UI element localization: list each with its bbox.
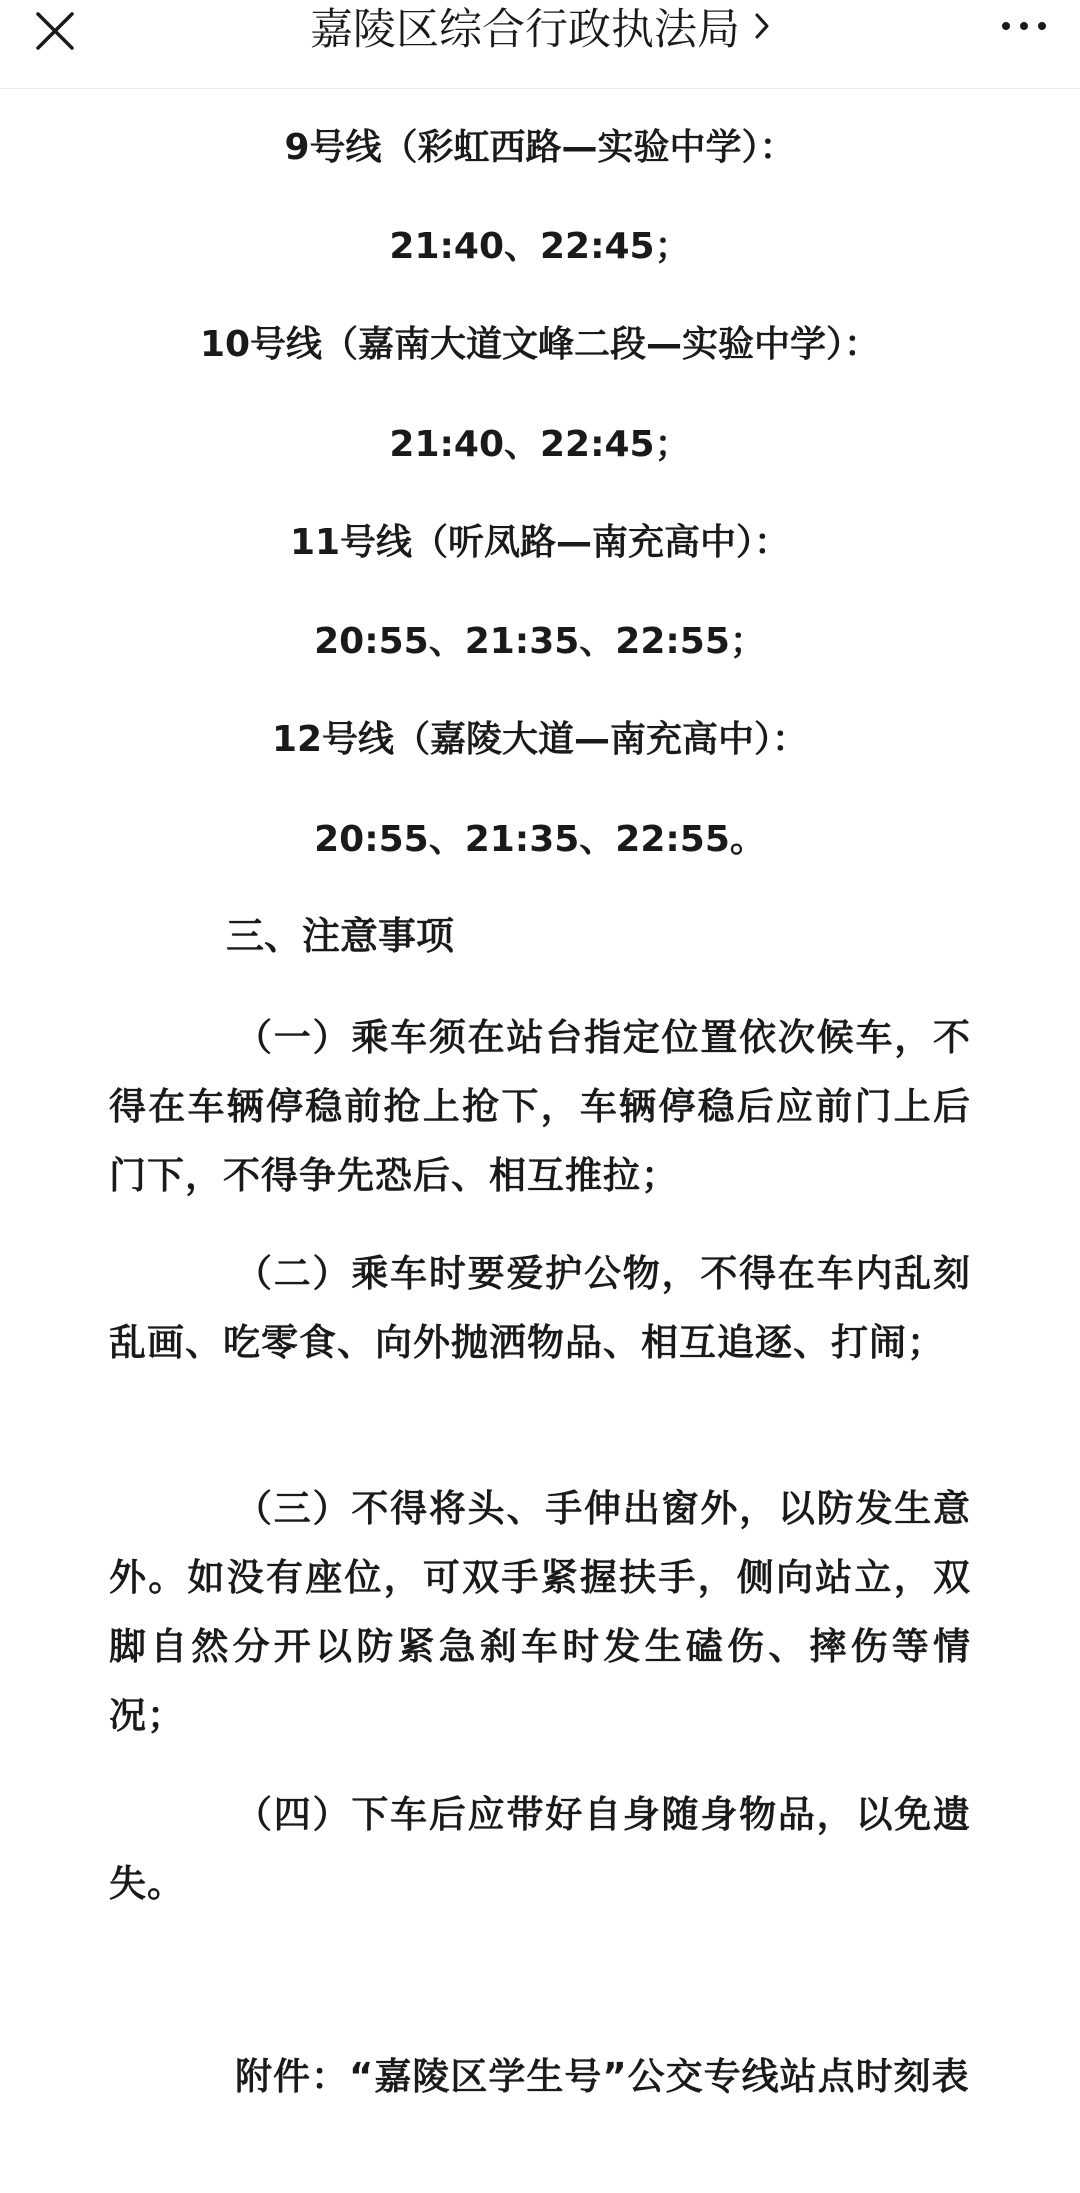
close-icon bbox=[35, 11, 75, 51]
note-paragraph-1: （一）乘车须在站台指定位置依次候车，不得在车辆停稳前抢上抢下，车辆停稳后应前门上后门下，不得争先恐后、相互推拉； bbox=[109, 1016, 971, 1197]
page-title: 嘉陵区综合行政执法局 bbox=[310, 4, 740, 55]
attachment-line: 附件：“嘉陵区学生号”公交专线站点时刻表 bbox=[235, 2055, 970, 2098]
note-paragraph-4: （四）下车后应带好自身随身物品，以免遗失。 bbox=[109, 1793, 971, 1905]
route-10-times: 21:40、22:45； bbox=[389, 424, 691, 465]
route-9-name: 9号线（彩虹西路—实验中学）： bbox=[284, 127, 796, 168]
note-paragraph-3: （三）不得将头、手伸出窗外，以防发生意外。如没有座位，可双手紧握扶手，侧向站立，双脚自然分开以防紧急刹车时发生磕伤、摔伤等情况； bbox=[109, 1487, 971, 1737]
route-12-times: 20:55、21:35、22:55。 bbox=[314, 819, 766, 860]
top-navigation-bar bbox=[0, 0, 1080, 89]
section-heading: 三、注意事项 bbox=[226, 914, 455, 958]
route-10-name: 10号线（嘉南大道文峰二段—实验中学）： bbox=[199, 324, 881, 365]
route-11-times: 20:55、21:35、22:55； bbox=[314, 621, 766, 662]
close-button[interactable] bbox=[28, 4, 82, 58]
route-12-name: 12号线（嘉陵大道—南充高中）： bbox=[271, 719, 809, 760]
more-icon bbox=[997, 22, 1051, 30]
route-11-name: 11号线（听凤路—南充高中）： bbox=[289, 522, 791, 563]
account-title-link[interactable] bbox=[200, 0, 880, 55]
more-button[interactable] bbox=[994, 4, 1054, 48]
route-9-times: 21:40、22:45； bbox=[389, 226, 691, 267]
chevron-right-icon bbox=[754, 12, 770, 40]
note-paragraph-2: （二）乘车时要爱护公物，不得在车内乱刻乱画、吃零食、向外抛洒物品、相互追逐、打闹； bbox=[109, 1252, 971, 1364]
